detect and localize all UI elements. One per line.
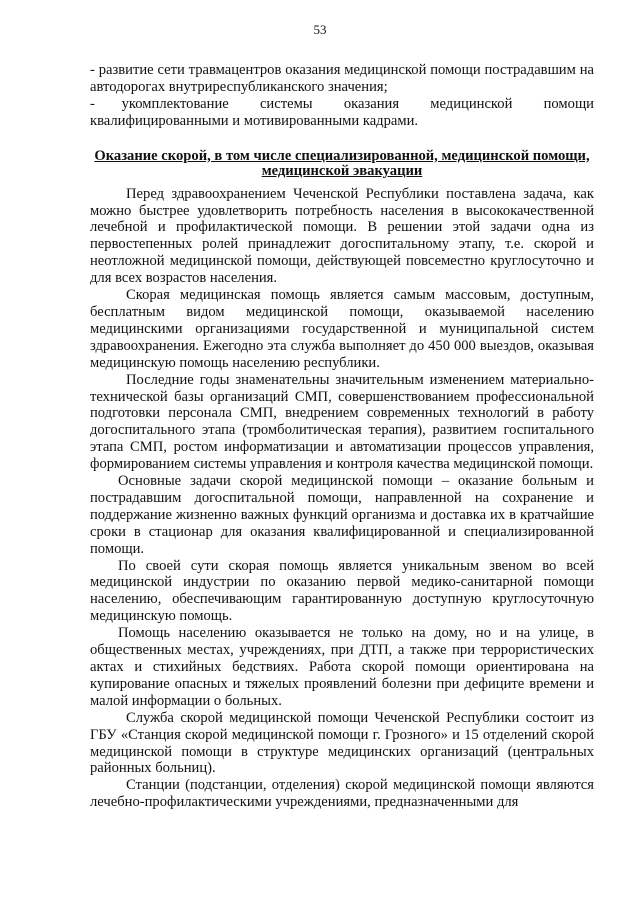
paragraph-8: Станции (подстанции, отделения) скорой медицинской помощи являются лечебно-профилактическими учреждениями, предназначенными для [90,777,594,811]
paragraph-6: Помощь населению оказывается не только на дому, но и на улице, в общественных местах, учреждениях, при ДТП, а также при террористических актах и стихийных бедствиях. Работа скорой помощи ориентирована на купирование опасных и тяжелых проявлений болезни при дефиците времени и малой информации о больных. [90,625,594,709]
paragraph-2: Скорая медицинская помощь является самым массовым, доступным, бесплатным видом медицинской помощи, оказываемой населению медицинскими организациями государственной и муниципальной систем здравоохранения. Ежегодно эта служба выполняет до 450 000 выездов, оказывая медицинскую помощь населению республики. [90,287,594,371]
page-body [90,62,594,811]
paragraph-7: Служба скорой медицинской помощи Чеченской Республики состоит из ГБУ «Станция скорой медицинской помощи г. Грозного» и 15 отделений скорой медицинской помощи в структуре медицинских организаций (центральных районных больниц). [90,709,594,777]
paragraph-3: Последние годы знаменательны значительным изменением материально-технической базы организаций СМП, совершенствованием профессиональной подготовки персонала СМП, внедрением современных технологий в работу догоспитального этапа (тромболитическая терапия), развитием госпитального этапа СМП, ростом информатизации и автоматизации процессов управления, формированием системы управления и контроля качества медицинской помощи. [90,371,594,473]
page-number: 53 [313,22,327,37]
paragraph-5: По своей сути скорая помощь является уникальным звеном во всей медицинской индустрии по оказанию первой медико-санитарной помощи населению, обеспечивающим гарантированную доступную круглосуточную медицинскую помощь. [90,557,594,625]
section-heading: Оказание скорой, в том числе специализированной, медицинской помощи, медицинской эвакуации [94,147,590,180]
paragraph-1: Перед здравоохранением Чеченской Республики поставлена задача, как можно быстрее удовлетворить потребность населения в высококачественной лечебной и профилактической помощи. В решении этой задачи одна из первостепенных ролей принадлежит догоспитальному этапу, т.е. скорой и неотложной медицинской помощи, действующей повсеместно круглосуточно и для всех возрастов населения. [90,185,594,287]
paragraph-4: Основные задачи скорой медицинской помощи – оказание больным и пострадавшим догоспитальной помощи, направленной на сохранение и поддержание жизненно важных функций организма и доставка их в кратчайшие сроки в стационар для оказания квалифицированной и специализированной помощи. [90,473,594,557]
intro-bullet-1: - развитие сети травмацентров оказания медицинской помощи пострадавшим на автодорогах внутриреспубликанского значения; [90,62,594,95]
intro-bullet-2: - укомплектование системы оказания медицинской помощи квалифицированными и мотивированными кадрами. [90,95,594,129]
